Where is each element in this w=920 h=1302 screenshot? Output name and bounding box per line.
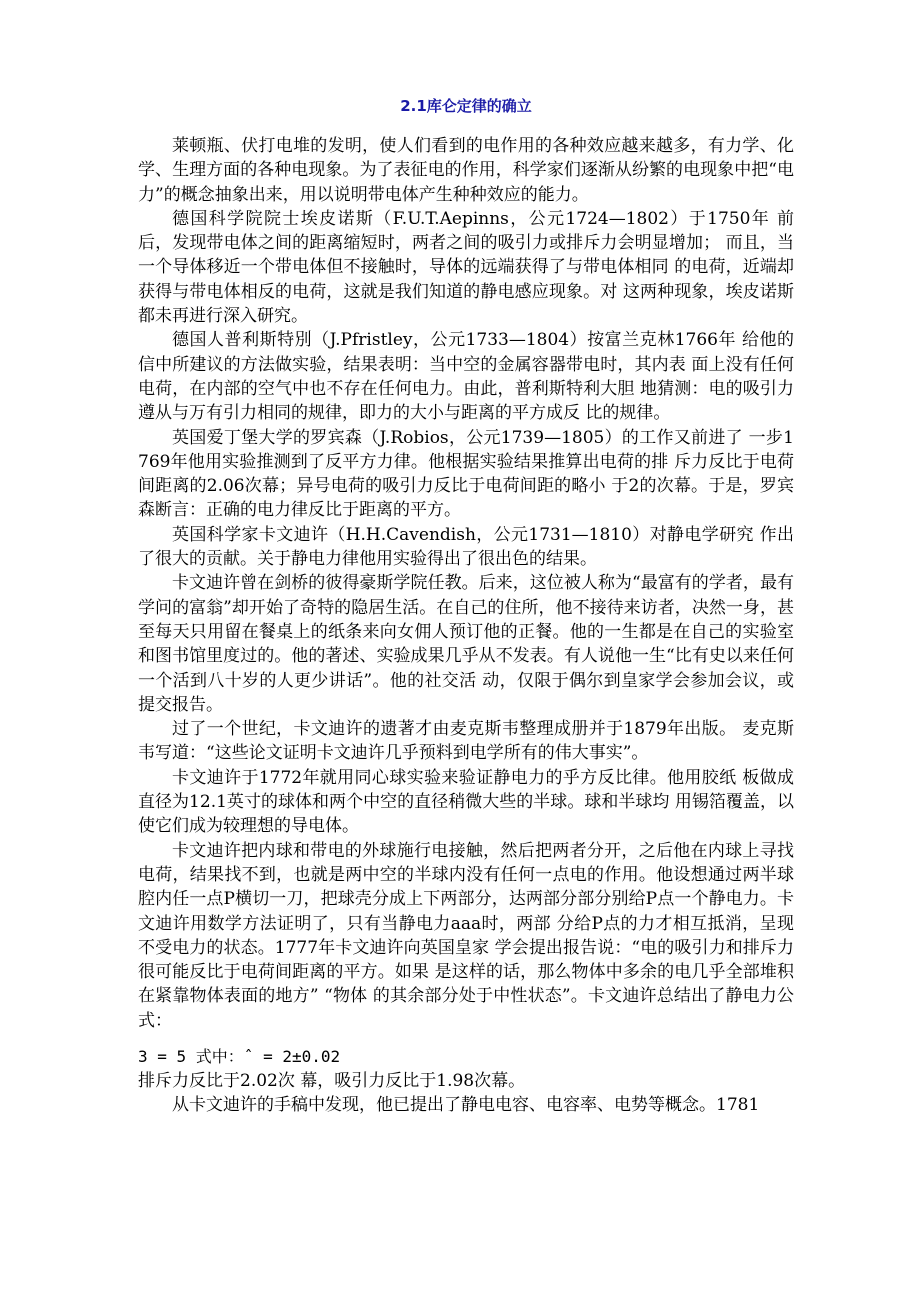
paragraph-6: 卡文迪许曾在剑桥的彼得豪斯学院任教。后来，这位被人称为“最富有的学者，最有学问的富翁”却开始了奇特的隐居生活。在自己的住所，他不接待来访者，决然一身，甚至每天只用留在餐桌上的纸条来向女佣人预订他的正餐。他的一生都是在自己的实验室和图书馆里度过的。他的著述、实验成果几乎从不发表。有人说他一生“比有史以来任何一个活到八十岁的人更少讲话”。他的社交活 动，仅限于偶尔到皇家学会参加会议，或提交报告。: [138, 573, 794, 715]
paragraph-8: 卡文迪许于1772年就用同心球实验来验证静电力的乎方反比律。他用胶纸 板做成直径为12.1英寸的球体和两个中空的直径稍微大些的半球。球和半球均 用锡箔覆盖，以使它们成为较理想的导电体。: [138, 767, 794, 837]
document-title: 2.1库仑定律的确立: [400, 97, 532, 115]
paragraph-9: 卡文迪许把内球和带电的外球施行电接触，然后把两者分开，之后他在内球上寻找电荷，结果找不到，也就是两中空的半球内没有任何一点电的作用。他设想通过两半球腔内任一点P横切一刀，把球壳分成上下两部分，达两部分部分别给P点一个静电力。卡文迪许用数学方法证明了，只有当静电力aaa时，两部 分给P点的力才相互抵消，呈现不受电力的状态。1777年卡文迪许向英国皇家 学会提出报告说：“电的吸引力和排斥力很可能反比于电荷间距离的平方。如果 是这样的话，那么物体中多余的电几乎全部堆积在紧靠物体表面的地方” “物体 的其余部分处于中性状态”。卡文迪许总结出了静电力公式：: [138, 840, 794, 1031]
formula-note: 排斥力反比于2.02次 幕，吸引力反比于1.98次幕。: [138, 1070, 526, 1091]
last-paragraph: 从卡文迪许的手稿中发现，他已提出了静电电容、电容率、电势等概念。1781: [172, 1095, 760, 1116]
formula-line: 3 = 5 式中：ˆ = 2±0.02: [138, 1046, 341, 1066]
paragraph-4: 英国爱丁堡大学的罗宾森（J.Robios，公元1739—1805）的工作又前进了 一步1769年他用实验推测到了反平方力律。他根据实验结果推算出电荷的排 斥力反比于电荷间距离的2.06次幕；异号电荷的吸引力反比于电荷间距的略小 于2的次幕。于是，罗宾森断言：正确的电力律反比于距离的平方。: [138, 427, 794, 521]
document-page: [138, 96, 794, 1118]
paragraph-5: 英国科学家卡文迪许（H.H.Cavendish，公元1731—1810）对静电学研究 作出了很大的贡献。关于静电力律他用实验得出了很出色的结果。: [138, 524, 794, 570]
paragraph-7: 过了一个世纪，卡文迪许的遗著才由麦克斯韦整理成册并于1879年出版。 麦克斯韦写道：“这些论文证明卡文迪许几乎预料到电学所有的伟大事实”。: [138, 719, 794, 764]
paragraph-2: 德国科学院院士埃皮诺斯（F.U.T.Aepinns，公元1724—1802）于1750年 前后，发现带电体之间的距离缩短时，两者之间的吸引力或排斥力会明显增加； 而且，当一个导体移近一个带电体但不接触时，导体的远端获得了与带电体相同 的电荷，近端却获得与带电体相反的电荷，这就是我们知道的静电感应现象。对 这两种现象，埃皮诺斯都未再进行深入研究。: [138, 208, 794, 327]
paragraph-1: 莱顿瓶、伏打电堆的发明，使人们看到的电作用的各种效应越来越多，有力学、化学、生理方面的各种电现象。为了表征电的作用，科学家们逐渐从纷繁的电现象中把“电力”的概念抽象出来，用以说明带电体产生种种效应的能力。: [138, 136, 794, 205]
paragraph-3: 德国人普利斯特別（J.Pfristley，公元1733—1804）按富兰克林1766年 给他的信中所建议的方法做实验，结果表明：当中空的金属容器带电时，其内表 面上没有任何电荷，在内部的空气中也不存在任何电力。由此，普利斯特利大胆 地猜测：电的吸引力遵从与万有引力相同的规律，即力的大小与距离的平方成反 比的规律。: [138, 330, 794, 424]
